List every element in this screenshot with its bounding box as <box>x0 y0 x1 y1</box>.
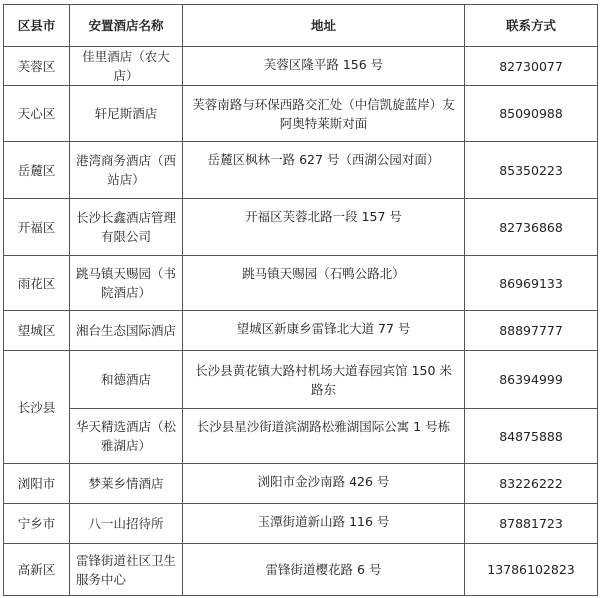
hotel-cell: 湘台生态国际酒店 <box>70 311 183 351</box>
address-cell: 雷锋街道樱花路 6 号 <box>183 544 465 596</box>
address-cell: 玉潭街道新山路 116 号 <box>183 504 465 544</box>
phone-cell: 87881723 <box>465 504 598 544</box>
phone-cell: 85090988 <box>465 86 598 142</box>
phone-cell: 85350223 <box>465 142 598 199</box>
district-cell: 开福区 <box>4 199 70 256</box>
hotel-cell: 跳马镇天赐园（书院酒店） <box>70 256 183 311</box>
district-cell: 雨花区 <box>4 256 70 311</box>
district-cell: 岳麓区 <box>4 142 70 199</box>
table-row <box>4 504 598 544</box>
address-cell: 芙蓉区隆平路 156 号 <box>183 47 465 86</box>
hotel-cell: 轩尼斯酒店 <box>70 86 183 142</box>
address-cell: 岳麓区枫林一路 627 号（西湖公园对面） <box>183 142 465 199</box>
table-row <box>4 544 598 596</box>
hotel-cell: 长沙长鑫酒店管理有限公司 <box>70 199 183 256</box>
phone-cell: 86394999 <box>465 351 598 409</box>
phone-cell: 82730077 <box>465 47 598 86</box>
phone-cell: 84875888 <box>465 409 598 464</box>
phone-cell: 82736868 <box>465 199 598 256</box>
table-row <box>4 47 598 86</box>
table-row <box>4 409 598 464</box>
table-row <box>4 142 598 199</box>
phone-cell: 13786102823 <box>465 544 598 596</box>
hotel-cell: 雷锋街道社区卫生服务中心 <box>70 544 183 596</box>
district-cell: 长沙县 <box>4 351 70 464</box>
address-cell: 长沙县星沙街道滨湖路松雅湖国际公寓 1 号栋 <box>183 409 465 464</box>
address-cell: 浏阳市金沙南路 426 号 <box>183 464 465 504</box>
address-cell: 芙蓉南路与环保西路交汇处（中信凯旋蓝岸）友阿奥特莱斯对面 <box>183 86 465 142</box>
address-cell: 长沙县黄花镇大路村机场大道春园宾馆 150 米路东 <box>183 351 465 409</box>
table-row <box>4 351 598 409</box>
hotel-cell: 港湾商务酒店（西站店） <box>70 142 183 199</box>
district-cell: 宁乡市 <box>4 504 70 544</box>
district-cell: 芙蓉区 <box>4 47 70 86</box>
phone-cell: 86969133 <box>465 256 598 311</box>
header-phone: 联系方式 <box>465 5 598 47</box>
table-row <box>4 464 598 504</box>
hotel-table <box>3 4 598 596</box>
phone-cell: 88897777 <box>465 311 598 351</box>
hotel-cell: 佳里酒店（农大店） <box>70 47 183 86</box>
hotel-cell: 华天精选酒店（松雅湖店） <box>70 409 183 464</box>
header-district: 区县市 <box>4 5 70 47</box>
address-cell: 跳马镇天赐园（石鸭公路北） <box>183 256 465 311</box>
address-cell: 开福区芙蓉北路一段 157 号 <box>183 199 465 256</box>
table-row <box>4 86 598 142</box>
hotel-cell: 梦莱乡情酒店 <box>70 464 183 504</box>
header-row <box>4 5 598 47</box>
district-cell: 天心区 <box>4 86 70 142</box>
district-cell: 浏阳市 <box>4 464 70 504</box>
district-cell: 望城区 <box>4 311 70 351</box>
header-address: 地址 <box>183 5 465 47</box>
table-row <box>4 311 598 351</box>
phone-cell: 83226222 <box>465 464 598 504</box>
district-cell: 高新区 <box>4 544 70 596</box>
hotel-cell: 和德酒店 <box>70 351 183 409</box>
header-hotel: 安置酒店名称 <box>70 5 183 47</box>
hotel-cell: 八一山招待所 <box>70 504 183 544</box>
address-cell: 望城区新康乡雷锋北大道 77 号 <box>183 311 465 351</box>
table-row <box>4 256 598 311</box>
table-row <box>4 199 598 256</box>
